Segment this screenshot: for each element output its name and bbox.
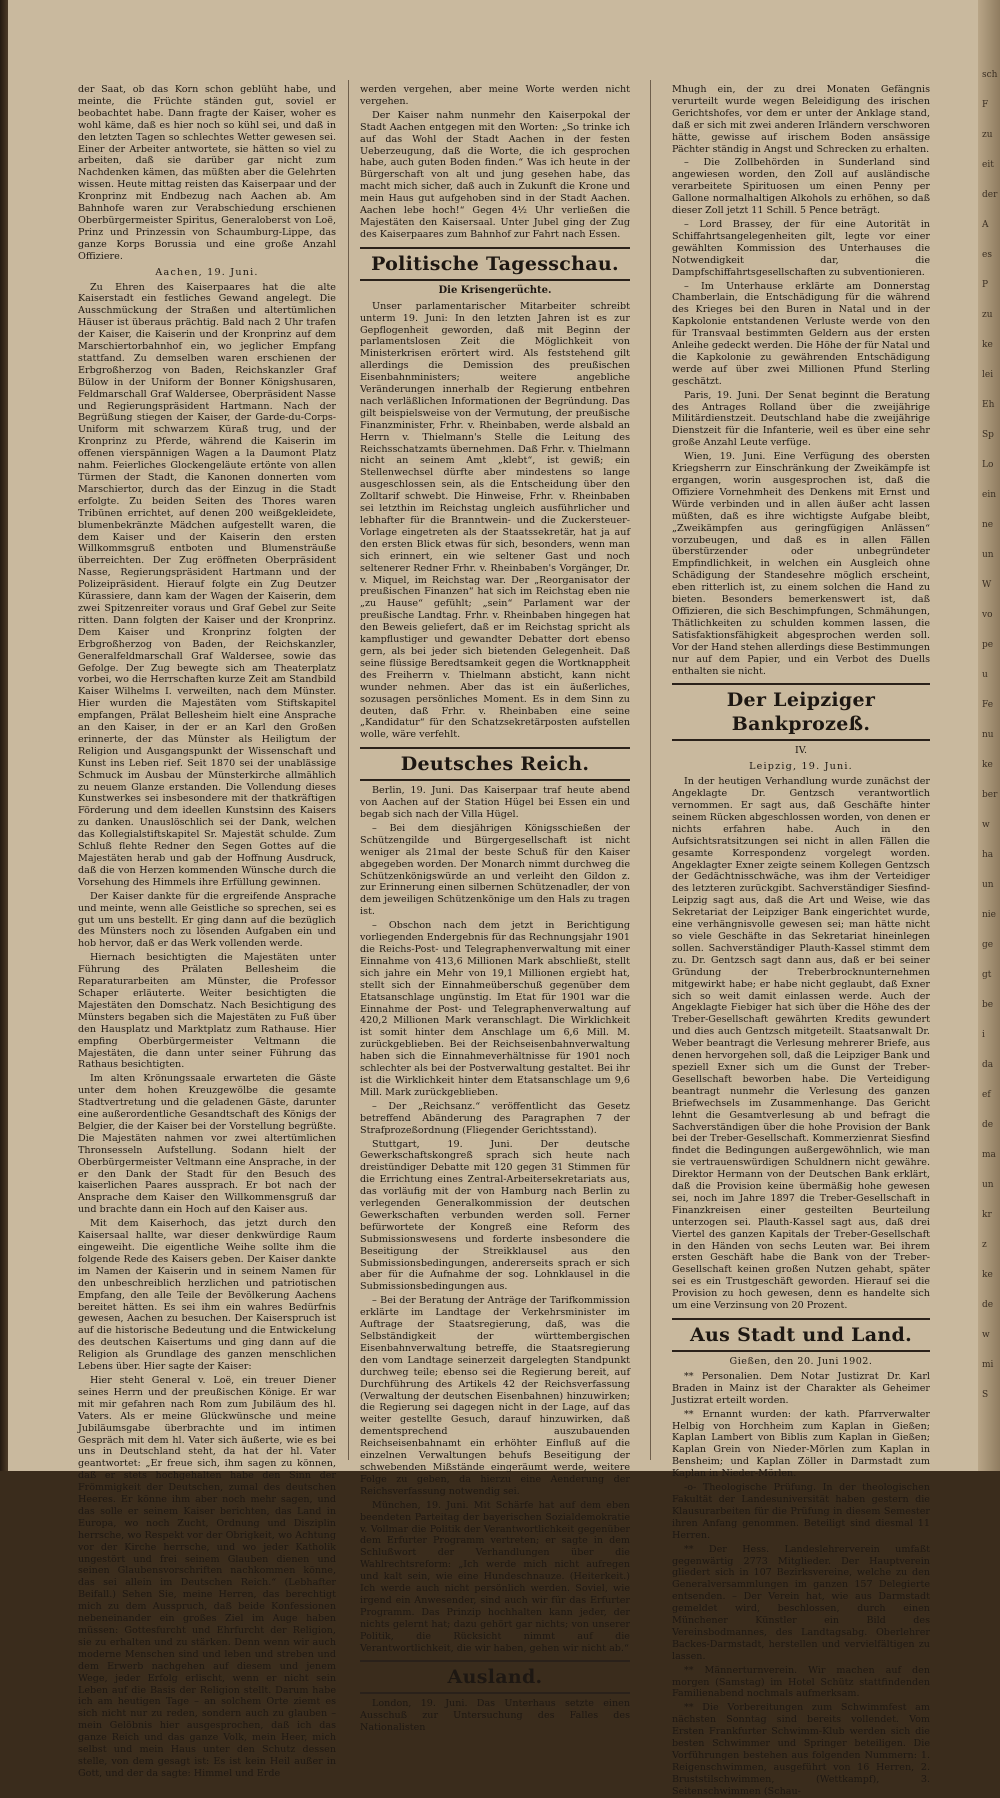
column-1: [78, 84, 336, 1779]
article-paragraph: In der heutigen Verhandlung wurde zunächst der Angeklagte Dr. Gentzsch verantwortlich vernommen. Er sagt aus, daß Geschäfte hinter seinem Rücken abgeschlossen worden, von denen er nichts erfahren habe. Auch in den Aufsichtsratsitzungen sei nicht in allen Fällen die gesamte Korrespondenz vorgelegt worden. Angeklagter Exner zeigte seinem Kollegen Gentzsch der Gedächtnisschwäche, was ihm der Verteidiger des letzteren zurückgibt. Sachverständiger Siesfind-Leipzig sagt aus, daß die Art und Weise, wie das Sekretariat der Leipziger Bank eingerichtet wurde, eine verhängnisvolle gewesen sei; man hätte nicht so viele Geschäfte in das Sekretariat hineinlegen sollen. Sachverständiger Plauth-Kassel stimmt dem zu. Dr. Gentzsch sagt dann aus, daß er bei seiner Gründung der Treberbrocknunternehmen mitgewirkt habe; er habe nicht geglaubt, daß Exner sich so weit damit einlassen werde. Auch der Angeklagte Fiebiger hat sich über die Höhe des der Treber-Gesellschaft gewährten Kredits gewundert und dies auch Gentzsch mitgeteilt. Staatsanwalt Dr. Weber beantragt die Verlesung mehrerer Briefe, aus denen hervorgehen soll, daß die Leipziger Bank und speziell Exner sich um die Gunst der Treber-Gesellschaft beworben habe. Die Verteidigung beantragt nunmehr die Verlesung des ganzen Briefwechsels im Zusammenhange. Das Gericht lehnt die Gesamtverlesung ab und befragt die Sachverständigen über die hohe Provision der Bank bei der Treber-Gesellschaft. Kommerzienrat Siesfind findet die Bedingungen außergewöhnlich, wie man sie vertrauenswürdigen Schuldnern nicht gewähre. Direktor Hermann von der Deutschen Bank erklärt, daß die Provision keine übermäßig hohe gewesen sei, noch im Jahre 1897 die Treber-Gesellschaft in Finanzkreisen einer gesteilten Beurteilung unterzogen sei. Plauth-Kassel sagt aus, daß drei Viertel des ganzen Kapitals der Treber-Gesellschaft in den Händen von sechs Leuten war. Bei ihrem ersten Geschäft habe die Bank von der Treber-Gesellschaft keinen großen Nutzen gehabt, später sei es ein Trustgeschäft geworden. Hierauf sei die Provision zu hoch gewesen, denn es handelte sich um eine Verzinsung von 20 Prozent.: [672, 776, 930, 1312]
margin-fragment: w: [982, 1330, 990, 1340]
margin-fragment: kr: [982, 1210, 992, 1220]
article-paragraph: – Bei der Beratung der Anträge der Tarifkommission erklärte im Landtage der Verkehrsminister im Auftrage der Staatsregierung, daß, was die Selbständigkeit der württembergischen Eisenbahnverwaltung betreffe, die Staatsregierung den vom Landtage seinerzeit dargelegten Standpunkt durchweg teile; ebenso sei die Regierung bereit, auf Durchführung des Artikels 42 der Reichsverfassung (Verwaltung der deutschen Eisenbahnen) hinzuwirken; die Regierung sei dagegen nicht in der Lage, auf das weiter gestellte Gesuch, darauf hinzuwirken, daß dementsprechend auszubauenden Reichseisenbahnamt ein erhöhter Einfluß auf die einzelnen Verwaltungen behufs Beseitigung der schwebenden Mißstände eingeräumt werde, weitere Folge zu geben, da hierzu eine Aenderung der Reichsverfassung notwendig sei.: [360, 1295, 630, 1497]
section-subtitle: Die Krisengerüchte.: [438, 284, 552, 296]
margin-fragment: P: [982, 280, 989, 290]
column-rule-1: [348, 80, 349, 1460]
margin-fragment: ein: [982, 490, 997, 500]
section-title-ausland: Ausland.: [360, 1660, 630, 1694]
article-paragraph: – Der „Reichsanz.“ veröffentlicht das Gesetz betreffend Abänderung des Paragraphen 7 der Strafprozeßordnung (Fliegender Gerichtsstand).: [360, 1100, 630, 1136]
section-number: IV.: [795, 745, 807, 757]
article-paragraph: Stuttgart, 19. Juni. Der deutsche Gewerkschaftskongreß sprach sich heute nach dreistündiger Debatte mit 120 gegen 31 Stimmen für die Errichtung eines Zentral-Arbeitersekretariats aus, das vorläufig mit der von Hamburg nach Berlin zu verlegenden Generalkommission der deutschen Gewerkschaften verbunden werden soll. Ferner befürwortete der Kongreß eine Reform des Submissionswesens und forderte insbesondere die Beseitigung der Streikklausel aus den Submissionsbedingungen, andererseits sprach er sich aber für die Aufnahme der sog. Lohnklausel in die Submissionsbedingungen aus.: [360, 1138, 630, 1293]
dateline-leipzig: Leipzig, 19. Juni.: [749, 761, 853, 773]
margin-fragment: Sp: [982, 430, 994, 440]
margin-fragment: ge: [982, 940, 994, 950]
margin-fragment: A: [982, 220, 989, 230]
margin-fragment: zu: [982, 130, 993, 140]
margin-fragment: be: [982, 1000, 994, 1010]
article-paragraph: München, 19. Juni. Mit Schärfe hat auf dem eben beendeten Parteitag der bayerischen Sozialdemokratie v. Vollmar die Politik der Verantwortlichkeit gegenüber dem Erfurter Programm vertreten; er sagte in dem Schlußwort der Verhandlungen über die Wahlrechtsreform: „Ich werde mich nicht aufregen und kalt sein, wie eine Hundeschnauze. (Heiterkeit.) Ich werde auch nicht persönlich werden. Soviel, wie irgend ein Anwesender, sind auch wir für das Erfurter Programm. Das Prinzip hochhalten kann jeder, der nichts gelernt hat; dazu gehört gar nichts; von unserer Politik, die Rücksicht nimmt auf die Verantwortlichkeit, die wir haben, gehen wir nicht ab.“: [360, 1499, 630, 1654]
section-title-deutsches-reich: Deutsches Reich.: [360, 747, 630, 781]
margin-fragment: de: [982, 1120, 994, 1130]
article-paragraph: ** Der Hess. Landeslehrerverein umfaßt gegenwärtig 2773 Mitglieder. Der Hauptverein gliedert sich in 107 Bezirksvereine, welche zu den Generalversammlungen im ganzen 157 Delegierte entsenden. – Der Verein hat, wie aus Darmstadt gemeldet wird, beschlossen, durch einen Münchener Künstler ein Bild des Vereinsbodmannes, des Landtagsabg. Oberlehrer Backes-Darmstadt, herstellen und vervielfältigen zu lassen.: [672, 1543, 930, 1662]
article-paragraph: Im alten Krönungssaale erwarteten die Gäste unter dem hohen Kreuzgewölbe die gesamte Stadtvertretung und die geladenen Gäste, darunter eine außerordentliche Gesandtschaft des Königs der Belgier, die der Kaiser bei der Vorstellung begrüßte. Die Majestäten nahmen vor zwei altertümlichen Thronsesseln Aufstellung. Sodann hielt der Oberbürgermeister Veltmann eine Ansprache, in der er den Dank der Stadt für den Besuch des kaiserlichen Paares aussprach. Er bot nach der Ansprache dem Kaiser den Willkommensgruß dar und brachte dann ein Hoch auf den Kaiser aus.: [78, 1073, 336, 1216]
margin-fragment: der: [982, 190, 998, 200]
margin-fragment: F: [982, 100, 989, 110]
column-2: [360, 84, 630, 1734]
article-paragraph: ** Die Vorbereitungen zum Schwimmfest am nächsten Sonntag sind bereits vollendet. Vom Ersten Frankfurter Schwimm-Klub werden sich die besten Schwimmer und Springer beteiligen. Die Vorführungen bestehen aus folgenden Nummern: 1. Reigenschwimmen, ausgeführt von 16 Herren, 2. Bruststilschwimmen, (Wettkampf), 3. Seitenschwimmen (Schau-: [672, 1702, 930, 1797]
article-paragraph: London, 19. Juni. Das Unterhaus setzte einen Ausschuß zur Untersuchung des Falles des Nationalisten: [360, 1698, 630, 1734]
article-paragraph: Zu Ehren des Kaiserpaares hat die alte Kaiserstadt ein festliches Gewand angelegt. Die Ausschmückung der Straßen und altertümlichen Häuser ist überaus prächtig. Bald nach 2 Uhr trafen der Kaiser, die Kaiserin und der Kronprinz auf dem Marschiertorbahnhof ein, wo jeglicher Empfang stattfand. Zu demselben waren erschienen der Erbgroßherzog von Baden, Reichskanzler Graf Bülow in der Uniform der Bonner Königshusaren, Feldmarschall Graf Waldersee, Oberpräsident Nasse und Regierungspräsident Hartmann. Nach der Begrüßung stiegen der Kaiser, der Garde-du-Corps-Uniform mit schwarzem Küraß trug, und der Kronprinz zu Pferde, während die Kaiserin im offenen vierspännigen Wagen a la Daumont Platz nahm. Feierliches Glockengeläute ertönte von allen Türmen der Stadt, die Kanonen donnerten vom Marschiertor, durch das der Einzug in die Stadt erfolgte. Zu beiden Seiten des Thores waren Tribünen errichtet, auf denen 200 weißgekleidete, blumenbekränzte Mädchen aufgestellt waren, die dem Kaiser und der Kaiserin den ersten Willkommsgruß entboten und Blumensträuße überreichten. Der Zug eröffneten Oberpräsident Nasse, Regierungspräsident Hartmann und der Polizeipräsident. Hierauf folgte ein Zug Deutzer Kürassiere, dann kam der Wagen der Kaiserin, dem zwei Spitzenreiter voraus und Graf Gebel zur Seite ritten. Dann folgten der Kaiser und der Kronprinz. Dem Kaiser und Kronprinz folgten der Erbgroßherzog von Baden, der Reichskanzler, Generalfeldmarschall Graf Waldersee, sowie das Gefolge. Der Zug bewegte sich am Theaterplatz vorbei, wo die Herrschaften kurze Zeit am Standbild Kaiser Wilhelms I. verweilten, nach dem Münster. Hier wurden die Majestäten vom Stiftskapitel empfangen, Prälat Bellesheim hielt eine Ansprache an den Kaiser, in der er an Karl den Großen erinnerte, der das Münster als Heiligtum der Religion und Ausgangspunkt der Wissenschaft und Kunst ins Leben rief. Seit 1870 sei der unablässige Schmuck im Ausbau der Münsterkirche allmählich zu neuem Glanze erstanden. Die Vollendung dieses Kunstwerkes sei insbesondere mit der thatkräftigen Förderung und dem ideellen Kunstsinn des Kaisers zu danken. Unauslöschlich sei der Dank, welchen das Kollegialstiftskapitel Sr. Majestät schulde. Zum Schluß flehte Redner den Segen Gottes auf die Majestäten herab und gab der Hoffnung Ausdruck, daß die von Herzen kommenden Wünsche durch die Vorsehung des Himmels ihre Erfüllung gewinnen.: [78, 281, 336, 888]
article-paragraph: Mit dem Kaiserhoch, das jetzt durch den Kaisersaal hallte, war dieser denkwürdige Raum eingeweiht. Die eigentliche Weihe sollte ihm die folgende Rede des Kaisers geben. Der Kaiser dankte im Namen der Kaiserin und in seinem Namen für den unbeschreiblich herzlichen und patriotischen Empfang, den alle Teile der Bevölkerung Aachens bereitet hätten. Es sei ihm ein wahres Bedürfnis gewesen, Aachen zu besuchen. Der Kaiserspruch ist auf die historische Bedeutung und die Entwickelung des deutschen Kaisertums und ging dann auf die Religion als Grundlage des ganzen menschlichen Lebens über. Hier sagte der Kaiser:: [78, 1218, 336, 1373]
margin-fragment: i: [982, 1030, 985, 1040]
article-paragraph: Der Kaiser dankte für die ergreifende Ansprache und meinte, wenn alle Geistliche so sprechen, sei es gut um uns bestellt. Er ging dann auf die bezüglich des Münsters noch zu lösenden Aufgaben ein und hob hervor, daß er das Werk vollenden werde.: [78, 890, 336, 950]
article-paragraph: – Bei dem diesjährigen Königsschießen der Schützengilde und Bürgergesellschaft ist nicht weniger als 21mal der beste Schuß für den Kaiser abgegeben worden. Der Monarch nimmt durchweg die Schützenkönigswürde an und verleiht den Gildon z. zur Erinnerung einen silbernen Schützenadler, der von dem jeweiligen Schützenkönige um den Hals zu tragen ist.: [360, 822, 630, 918]
margin-fragment: ber: [982, 790, 998, 800]
article-paragraph: -o- Theologische Prüfung. In der theologischen Fakultät der Landesuniversität haben gestern die Klausurarbeiten für die Prüfung in diesem Semester ihren Anfang genommen. Beteiligt sind diesmal 11 Herren.: [672, 1482, 930, 1541]
margin-fragment: gt: [982, 970, 992, 980]
article-paragraph: ** Männerturnverein. Wir machen auf den morgen (Samstag) im Hotel Schütz stattfindenden Familienabend nochmals aufmerksam.: [672, 1664, 930, 1700]
binding-shadow: [0, 0, 8, 1471]
dateline-giessen: Gießen, den 20. Juni 1902.: [729, 1356, 873, 1367]
article-paragraph: – Im Unterhause erklärte am Donnerstag Chamberlain, die Entschädigung für die während des Krieges bei den Buren in Natal und in der Kapkolonie entstandenen Verluste werde von den für Transvaal bestimmten Geldern aus der ersten Anleihe gedeckt werden. Die Höhe der für Natal und die Kapkolonie zu gewährenden Entschädigung werde auf über zwei Millionen Pfund Sterling geschätzt.: [672, 280, 930, 387]
margin-fragment: de: [982, 1300, 994, 1310]
newspaper-page: [8, 0, 1000, 1797]
margin-fragment: eit: [982, 160, 994, 170]
article-paragraph: Hiernach besichtigten die Majestäten unter Führung des Prälaten Bellesheim die Reparaturarbeiten am Münster, die Professor Schaper erläuterte. Weiter besichtigten die Majestäten den Domschatz. Nach Besichtigung des Münsters begaben sich die Majestäten zu Fuß über den Hausplatz und Marktplatz zum Rathause. Hier empfing Oberbürgermeister Veltmann die Majestäten, die dann unter seiner Führung das Rathaus besichtigten.: [78, 952, 336, 1071]
article-paragraph: – Die Zollbehörden in Sunderland sind angewiesen worden, den Zoll auf ausländische verarbeitete Spirituosen um einen Penny per Gallone normalhaltigen Alkohols zu erhöhen, so daß dieser Zoll jetzt 11 Schill. 5 Pence beträgt.: [672, 157, 930, 217]
margin-fragment: ne: [982, 520, 994, 530]
dateline-aachen: Aachen, 19. Juni.: [155, 266, 259, 278]
article-paragraph: – Obschon nach dem jetzt in Berichtigung vorliegenden Endergebnis für das Rechnungsjahr 1901 die Reichs-Post- und Telegraphenverwaltung mit einer Einnahme von 413,6 Millionen Mark abschließt, stellt sich jahre ein Mehr von 19,1 Millionen ergiebt hat, stellt sich der Einnahmeüberschuß gegenüber dem Etatsanschlage ungünstig. Im Etat für 1901 war die Einnahme der Post- und Telegraphenverwaltung auf 420,2 Millionen Mark veranschlagt. Die Wirklichkeit ist somit hinter dem Anschlage um 6,6 Mill. M. zurückgeblieben. Bei der Reichseisenbahnverwaltung haben sich die Einnahmeverhältnisse für 1901 noch schlechter als bei der Postverwaltung gestaltet. Bei ihr ist die Wirklichkeit hinter dem Etatsanschlage um 9,6 Mill. Mark zurückgeblieben.: [360, 920, 630, 1098]
column-3: [672, 84, 930, 1797]
adjacent-page-fragments: [982, 60, 998, 1440]
margin-fragment: zu: [982, 310, 993, 320]
margin-fragment: ef: [982, 1090, 991, 1100]
margin-fragment: un: [982, 880, 994, 890]
margin-fragment: Fe: [982, 700, 994, 710]
section-title-aus-stadt-und-land: Aus Stadt und Land.: [672, 1318, 930, 1352]
margin-fragment: nie: [982, 910, 997, 920]
margin-fragment: ke: [982, 340, 993, 350]
margin-fragment: mi: [982, 1360, 994, 1370]
article-paragraph: Mhugh ein, der zu drei Monaten Gefängnis verurteilt wurde wegen Beleidigung des irischen Gerichtshofes, vor dem er unter der Anklage stand, daß er sich mit zwei anderen Irländern verschworen hätte, gewisse auf irischem Boden ansässige Pächter ständig in Angst und Schrecken zu erhalten.: [672, 84, 930, 155]
margin-fragment: da: [982, 1060, 994, 1070]
section-title-leipziger-bankprozess: Der Leipziger Bankprozeß.: [672, 683, 930, 741]
margin-fragment: u: [982, 670, 988, 680]
article-paragraph: der Saat, ob das Korn schon geblüht habe, und meinte, die Früchte ständen gut, soviel er beobachtet habe. Dann fragte der Kaiser, woher es wohl käme, daß es hier noch so kühl sei, und daß in den letzten Tagen so schlechtes Wetter gewesen sei. Einer der Arbeiter antwortete, sie hätten so viel zu arbeiten, daß sie darüber gar nicht zum Nachdenken kämen, das müßten aber die Gelehrten wissen. Heute mittag reisten das Kaiserpaar und der Kronprinz mit Endbezug nach Aachen ab. Am Bahnhofe waren zur Verabschiedung erschienen Oberbürgermeister Spiritus, Generaloberst von Loë, Prinz und Prinzessin von Schaumburg-Lippe, das ganze Korps Borussia und eine große Anzahl Offiziere.: [78, 84, 336, 262]
margin-fragment: un: [982, 550, 994, 560]
margin-fragment: sch: [982, 70, 998, 80]
article-paragraph: Paris, 19. Juni. Der Senat beginnt die Beratung des Antrages Rolland über die zweijährige Militärdienstzeit. Deutschland habe die zweijährige Dienstzeit für die Infanterie, weil es über eine sehr große Anzahl Leute verfüge.: [672, 389, 930, 449]
margin-fragment: ke: [982, 1270, 993, 1280]
column-rule-2: [650, 80, 651, 1460]
margin-fragment: w: [982, 820, 990, 830]
article-paragraph: – Lord Brassey, der für eine Autorität in Schiffahrtsangelegenheiten gilt, legte vor einer gewählten Kommission des Unterhauses die Notwendigkeit dar, die Dampfschiffahrtsgesellschaften zu subventionieren.: [672, 218, 930, 278]
margin-fragment: z: [982, 1240, 987, 1250]
article-paragraph: Der Kaiser nahm nunmehr den Kaiserpokal der Stadt Aachen entgegen mit den Worten: „So trinke ich auf das Wohl der Stadt Aachen in der festen Ueberzeugung, daß die Worte, die ich gesprochen habe, auch guten Boden finden.“ Was ich heute in der Bürgerschaft von alt und jung gesehen habe, das macht mich sicher, daß auch in Zukunft die Krone und mein Haus gut aufgehoben sind in der Stadt Aachen. Aachen lebe hoch!“ Gegen 4½ Uhr verließen die Majestäten den Kaisersaal. Unter Jubel ging der Zug des Kaiserpaares zum Bahnhof zur Fahrt nach Essen.: [360, 109, 630, 240]
margin-fragment: un: [982, 1180, 994, 1190]
margin-fragment: ma: [982, 1150, 996, 1160]
margin-fragment: Eh: [982, 400, 995, 410]
margin-fragment: Lo: [982, 460, 994, 470]
article-paragraph: Wien, 19. Juni. Eine Verfügung des obersten Kriegsherrn zur Einschränkung der Zweikämpfe ist ergangen, worin ausgesprochen ist, daß die Offiziere Vornehmheit des Denkens mit Ernst und Würde verbinden und in allen äußer acht lassen müßten, daß es ihre wichtigste Aufgabe bleibt, „Zweikämpfen aus geringfügigen Anlässen“ vorzubeugen, und daß es in allen Fällen überstürzender oder unbegründeter Empfindlichkeit, in welchen ein Ausgleich ohne Schädigung der Standesehre möglich erscheint, eben ritterlich ist, zu einem solchen die Hand zu bieten. Besonders bemerkenswert ist, daß Offizieren, die sich Beschimpfungen, Schmähungen, Thätlichkeiten zu schulden kommen lassen, die Satisfaktionsfähigkeit abgesprochen werden soll. Vor der Hand stehen allerdings diese Bestimmungen nur auf dem Papier, und ein Verbot des Duells enthalten sie nicht.: [672, 451, 930, 677]
section-title-politische-tagesschau: Politische Tagesschau.: [360, 247, 630, 281]
margin-fragment: W: [982, 580, 992, 590]
article-paragraph: Hier steht General v. Loë, ein treuer Diener seines Herrn und der preußischen Könige. Er war mit mir gefahren nach Rom zum Jubiläum des hl. Vaters. Als er meine Glückwünsche und meine Jubiläumsgabe überbrachte und im intimen Gespräch mit dem hl. Vater sich äußerte, wie es bei uns in Deutschland steht, da hat der hl. Vater geantwortet: „Er freue sich, ihm sagen zu können, daß er stets hochgehalten habe den Sinn der Frömmigkeit der Deutschen, zumal des deutschen Heeres. Er könne ihm aber noch mehr sagen, und das solle er seinem Kaiser berichten, das Land in Europa, wo noch Zucht, Ordnung und Disziplin herrsche, wo Respekt vor der Obrigkeit, wo Achtung vor der Kirche herrsche, und wo jeder Katholik ungestört und frei seinem Glauben dienen und seinen Glaubensvorschriften nachkommen könne, das sei allein im Deutschen Reich.“ (Lebhafter Beifall.) Sehen Sie, meine Herren, das berechtigt mich zu dem Ausspruch, daß beide Konfessionen nebeneinander ein großes Ziel im Auge haben müssen: Gottesfurcht und Ehrfurcht der Religion, sie zu erhalten und zu stärken. Denn wenn wir auch moderne Menschen sind und leben und streben und dem Erwerb nachgehen auf diesem und jenem Wege, jeder Erfolg erlischt, wenn er nicht sein Leben auf die Basis der Religion stellt. Darum habe ich am heutigen Tage – an solchem Orte ziemt es sich nicht nur zu reden, sondern auch zu glauben – mein Gelöbnis hier ausgesprochen, daß ich das ganze Reich und das ganze Volk, mein Heer, mich selbst und mein Haus unter den Schutz dessen stelle, von dem gesagt ist: Es ist kein Heil außer in Gott, und der da sagte: Himmel und Erde: [78, 1374, 336, 1779]
article-paragraph: ** Ernannt wurden: der kath. Pfarrverwalter Helbig von Horchheim zum Kaplan in Gießen; Kaplan Lambert von Biblis zum Kaplan in Gießen; Kaplan Grein von Nieder-Mörlen zum Kaplan in Bensheim; und Kaplan Zöller in Darmstadt zum Kaplan in Nieder-Mörlen.: [672, 1408, 930, 1480]
article-paragraph: werden vergehen, aber meine Worte werden nicht vergehen.: [360, 84, 630, 107]
margin-fragment: S: [982, 1390, 989, 1400]
margin-fragment: es: [982, 250, 992, 260]
margin-fragment: ke: [982, 760, 993, 770]
article-paragraph: ** Personalien. Dem Notar Justizrat Dr. Karl Braden in Mainz ist der Charakter als Geheimer Justizrat erteilt worden.: [672, 1370, 930, 1406]
article-paragraph: Unser parlamentarischer Mitarbeiter schreibt unterm 19. Juni: In den letzten Jahren ist es zur Gepflogenheit geworden, daß mit Beginn der parlamentslosen Zeit die Möglichkeit von Ministerkrisen erörtert wird. Als feststehend gilt allerdings die Demission des preußischen Eisenbahnministers; weitere angebliche Veränderungen innerhalb der Regierung entbehren nach verläßlichen Informationen der Begründung. Das gilt beispielsweise von der Vermutung, der preußische Finanzminister, Frhr. v. Rheinbaben, werde alsbald an Herrn v. Thielmann's Stelle die Leitung des Reichsschatzamts übernehmen. Daß Frhr. v. Thielmann nicht an seinem Amt „klebt“, ist gewiß; ein Stellenwechsel dürfte aber mindestens so lange ausgeschlossen sein, als die Entscheidung über den Zolltarif schwebt. Die Hinweise, Frhr. v. Rheinbaben sei letzthin im Reichstag ungleich ausführlicher und lebhafter für die Branntwein- und die Zuckersteuer-Vorlage eingetreten als der Staatssekretär, hat ja auf den ersten Blick etwas für sich, besonders, wenn man sich erinnert, ein wie seltener Gast und noch seltenerer Redner Frhr. v. Rheinbaben's Vorgänger, Dr. v. Miquel, im Reichstag war. Der „Reorganisator der preußischen Finanzen“ hat sich im Reichstag eben nie „zu Hause“ gefühlt; „sein“ Parlament war der preußische Landtag. Frhr. v. Rheinbaben hingegen hat den Beweis geliefert, daß er im Reichstag spricht als kampflustiger und gewandter Debatter dort ebenso gern, als bei jeder sich bietenden Gelegenheit. Daß seine flüssige Beredtsamkeit gegen die Wortknappheit des Freiherrn v. Thielmann absticht, kann nicht wunder nehmen. Aber das ist ein äußerliches, sozusagen persönliches Moment. Es in dem Sinn zu deuten, daß Frhr. v. Rheinbaben eine seine „Kandidatur“ für den Schatzsekretärposten aufstellen wolle, wäre verfehlt.: [360, 300, 630, 741]
article-paragraph: Berlin, 19. Juni. Das Kaiserpaar traf heute abend von Aachen auf der Station Hügel bei Essen ein und begab sich nach der Villa Hügel.: [360, 785, 630, 821]
margin-fragment: ha: [982, 850, 994, 860]
margin-fragment: nu: [982, 730, 994, 740]
margin-fragment: lei: [982, 370, 994, 380]
margin-fragment: pe: [982, 640, 994, 650]
margin-fragment: vo: [982, 610, 993, 620]
